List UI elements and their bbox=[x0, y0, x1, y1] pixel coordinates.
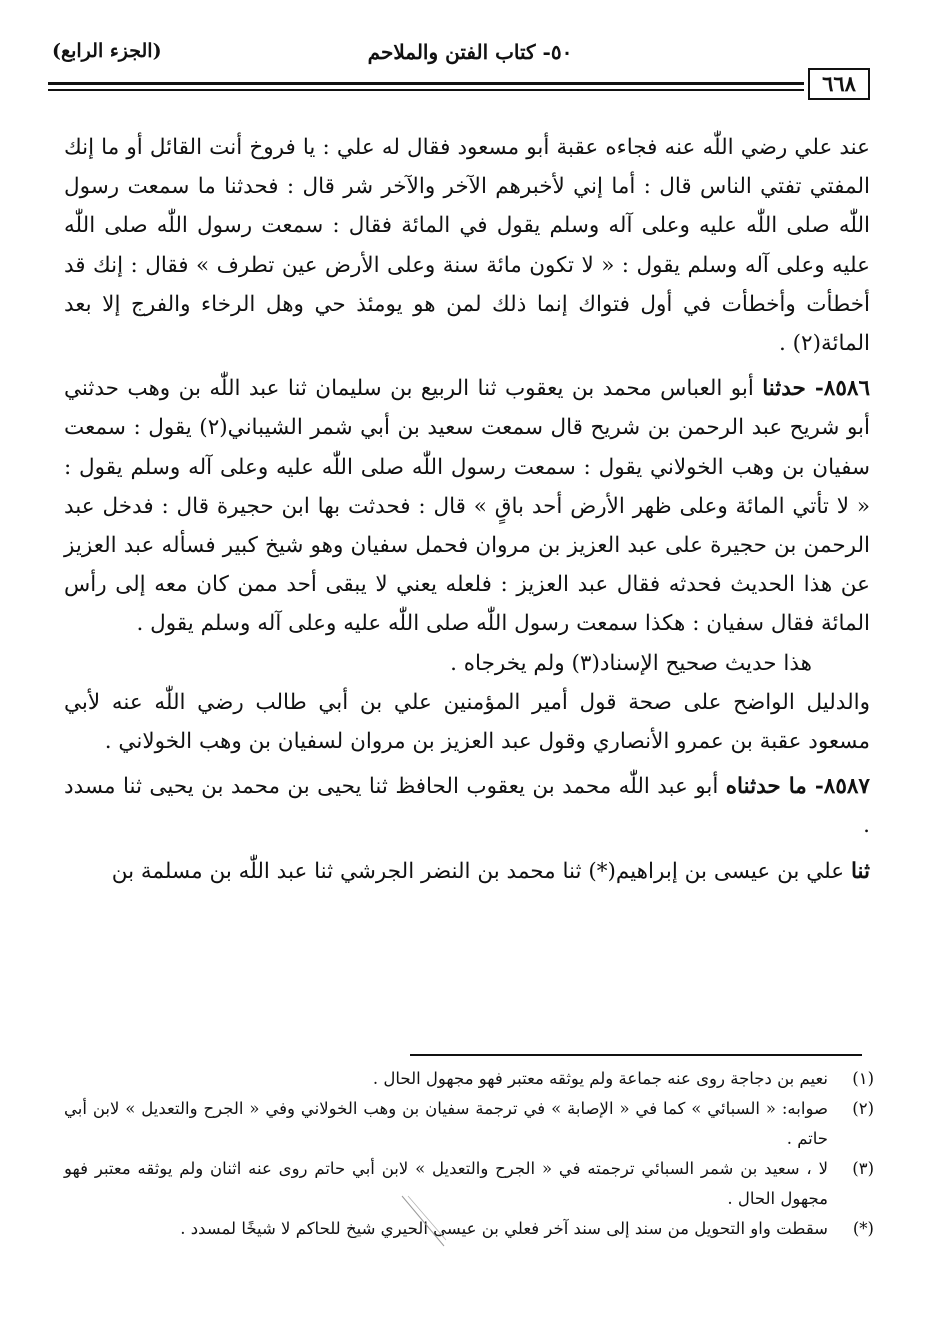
footnotes bbox=[64, 1064, 874, 1244]
running-header-title: ٥٠- كتاب الفتن والملاحم bbox=[367, 40, 573, 64]
footnote bbox=[64, 1064, 874, 1094]
header-rule-thin bbox=[48, 89, 804, 91]
running-header-volume: (الجزء الرابع) bbox=[52, 40, 162, 62]
hadith-8586 bbox=[64, 369, 870, 643]
hadith-number: ٨٥٨٦- حدثنا bbox=[762, 376, 870, 402]
footnote-separator bbox=[410, 1054, 862, 1056]
hadith-number: ٨٥٨٧- ما حدثناه bbox=[725, 774, 870, 800]
hadith-text: أبو عبد اللّٰه محمد بن يعقوب الحافظ ثنا يحيى بن محمد بن يحيى ثنا مسدد . bbox=[64, 774, 870, 839]
hadith-8587 bbox=[64, 767, 870, 845]
footnote-text: لا ، سعيد بن شمر السبائي ترجمته في « الجرح والتعديل » لابن أبي حاتم روى عنه اثنان ولم يوثقه معتبر فهو مجهول الحال . bbox=[64, 1159, 828, 1208]
hadith-text: أبو العباس محمد بن يعقوب ثنا الربيع بن سليمان ثنا عبد اللّٰه بن وهب حدثني أبو شريح عبد الرحمن بن شريح قال سمعت سعيد بن أبي شمر الشيباني(٢) يقول : سمعت سفيان بن وهب الخولاني يقول : سمعت رسول اللّٰه صلى اللّٰه عليه وعلى آله وسلم يقول : « لا تأتي المائة وعلى ظهر الأرض أحد باقٍ » قال : فحدثت بها ابن حجيرة قال : فدخل عبد الرحمن بن حجيرة على عبد العزيز بن مروان فحمل سفيان وهو شيخ كبير فسأله عبد العزيز عن هذا الحديث فحدثه فقال عبد العزيز : فلعله يعني لا يبقى أحد ممن كان معه إلى رأس المائة فقال سفيان : هكذا سمعت رسول اللّٰه صلى اللّٰه عليه وعلى آله وسلم يقول . bbox=[64, 376, 871, 637]
lead-word: ثنا bbox=[850, 858, 870, 884]
paragraph-dalil: والدليل الواضح على صحة قول أمير المؤمنين علي بن أبي طالب رضي اللّٰه عنه لأبي مسعود عقبة بن عمرو الأنصاري وقول عبد العزيز بن مروان لسفيان بن وهب الخولاني . bbox=[64, 689, 870, 755]
footnote-text: صوابه: « السبائي » كما في « الإصابة » في ترجمة سفيان بن وهب الخولاني وفي « الجرح والتعديل » لابن أبي حاتم . bbox=[64, 1099, 828, 1148]
footnote-text: نعيم بن دجاجة روى عنه جماعة ولم يوثقه معتبر فهو مجهول الحال . bbox=[372, 1069, 828, 1088]
header-rule-thick bbox=[48, 82, 804, 85]
paragraph-last-text: علي بن عيسى بن إبراهيم(*) ثنا محمد بن النضر الجرشي ثنا عبد اللّٰه بن مسلمة بن bbox=[111, 858, 845, 884]
footnote-mark: (٢) bbox=[852, 1099, 874, 1118]
main-text bbox=[64, 128, 870, 891]
footnote-mark: (٣) bbox=[852, 1159, 874, 1178]
paragraph-last bbox=[64, 852, 870, 891]
footnote bbox=[64, 1094, 874, 1154]
footnote-mark: (*) bbox=[852, 1219, 874, 1238]
footnote-text: سقطت واو التحويل من سند إلى سند آخر فعلي بن عيسى الحيري شيخ للحاكم لا شيخًا لمسدد . bbox=[180, 1219, 828, 1238]
footnote-mark: (١) bbox=[852, 1069, 874, 1088]
page-number: ٦٦٨ bbox=[808, 68, 870, 100]
paragraph-sahih: هذا حديث صحيح الإسناد(٣) ولم يخرجاه . bbox=[450, 650, 812, 676]
footnote bbox=[64, 1214, 874, 1244]
paragraph-continued: عند علي رضي اللّٰه عنه فجاءه عقبة أبو مسعود فقال له علي : يا فروخ أنت القائل أو ما إنك المفتي تفتي الناس قال : أما إني لأخبرهم الآخر والآخر شر قال : فحدثنا ما سمعت رسول اللّٰه صلى اللّٰه عليه وعلى آله وسلم يقول في المائة فقال : سمعت رسول اللّٰه صلى اللّٰه عليه وعلى آله وسلم يقول : « لا تكون مائة سنة وعلى الأرض عين تطرف » فقال : إنك قد أخطأت وأخطأت في أول فتواك إنما ذلك لمن هو يومئذ حي وهل الرخاء والفرج إلا بعد المائة(٢) . bbox=[64, 135, 870, 357]
footnote bbox=[64, 1154, 874, 1214]
